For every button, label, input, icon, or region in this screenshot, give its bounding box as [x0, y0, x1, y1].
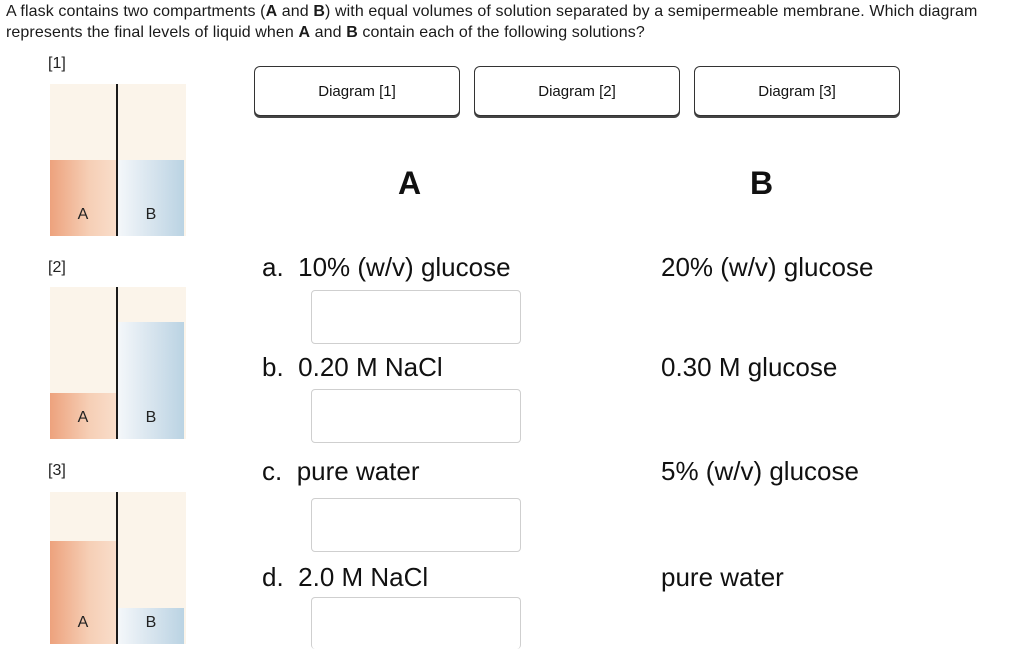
row-c-solution-b: 5% (w/v) glucose: [661, 456, 859, 486]
row-letter: a.: [262, 252, 284, 282]
choice-diagram-3-button[interactable]: Diagram [3]: [694, 66, 900, 116]
compartment-a-text: A: [77, 614, 89, 631]
diagram-2-label: [2]: [48, 259, 66, 276]
diagram-1-label: [1]: [48, 55, 66, 72]
compartment-b-label: B: [346, 24, 358, 41]
row-a-solution-b: 20% (w/v) glucose: [661, 252, 874, 282]
question-part: and: [310, 24, 347, 41]
answer-drop-zone-d[interactable]: [311, 597, 521, 649]
row-b-solution-a: [262, 352, 443, 383]
row-letter: c.: [262, 456, 283, 486]
compartment-b-label: B: [313, 3, 326, 20]
question-part: and: [277, 3, 314, 20]
question-text: [6, 1, 1018, 43]
column-a-header: A: [398, 165, 422, 201]
compartment-a-label: A: [265, 3, 278, 20]
diagram-3-label: [3]: [48, 462, 66, 479]
question-part: ) with equal volumes of solution separated by a semipermeable membrane. Which diagram represents the final levels of liquid when: [6, 3, 978, 41]
diagram-1: [50, 84, 186, 236]
row-c-solution-a: [262, 456, 420, 487]
compartment-a-text: A: [77, 409, 89, 426]
row-letter: b.: [262, 352, 284, 382]
answer-drop-zone-c[interactable]: [311, 498, 521, 552]
choice-diagram-2-button[interactable]: Diagram [2]: [474, 66, 680, 116]
row-b-solution-b: 0.30 M glucose: [661, 352, 838, 382]
row-a-solution-a: [262, 252, 511, 283]
answer-drop-zone-a[interactable]: [311, 290, 521, 344]
solution-a-text: 0.20 M NaCl: [298, 352, 443, 382]
row-d-solution-a: [262, 562, 428, 593]
question-part: contain each of the following solutions?: [357, 24, 645, 41]
compartment-b-text: B: [145, 409, 157, 426]
compartment-a-liquid: [50, 160, 116, 236]
compartment-b-text: B: [145, 614, 157, 631]
solution-a-text: 10% (w/v) glucose: [298, 252, 511, 282]
row-letter: d.: [262, 562, 284, 592]
answer-drop-zone-b[interactable]: [311, 389, 521, 443]
compartment-a-label: A: [298, 24, 311, 41]
solution-a-text: pure water: [296, 456, 420, 486]
row-d-solution-b: pure water: [661, 562, 784, 592]
compartment-a-text: A: [77, 206, 89, 223]
compartment-b-liquid: [118, 160, 184, 236]
solution-a-text: 2.0 M NaCl: [298, 562, 429, 592]
diagram-3: [50, 492, 186, 644]
question-part: A flask contains two compartments (: [6, 3, 266, 20]
diagram-2: [50, 287, 186, 439]
compartment-b-text: B: [145, 206, 157, 223]
column-b-header: B: [750, 165, 774, 201]
choice-diagram-1-button[interactable]: Diagram [1]: [254, 66, 460, 116]
